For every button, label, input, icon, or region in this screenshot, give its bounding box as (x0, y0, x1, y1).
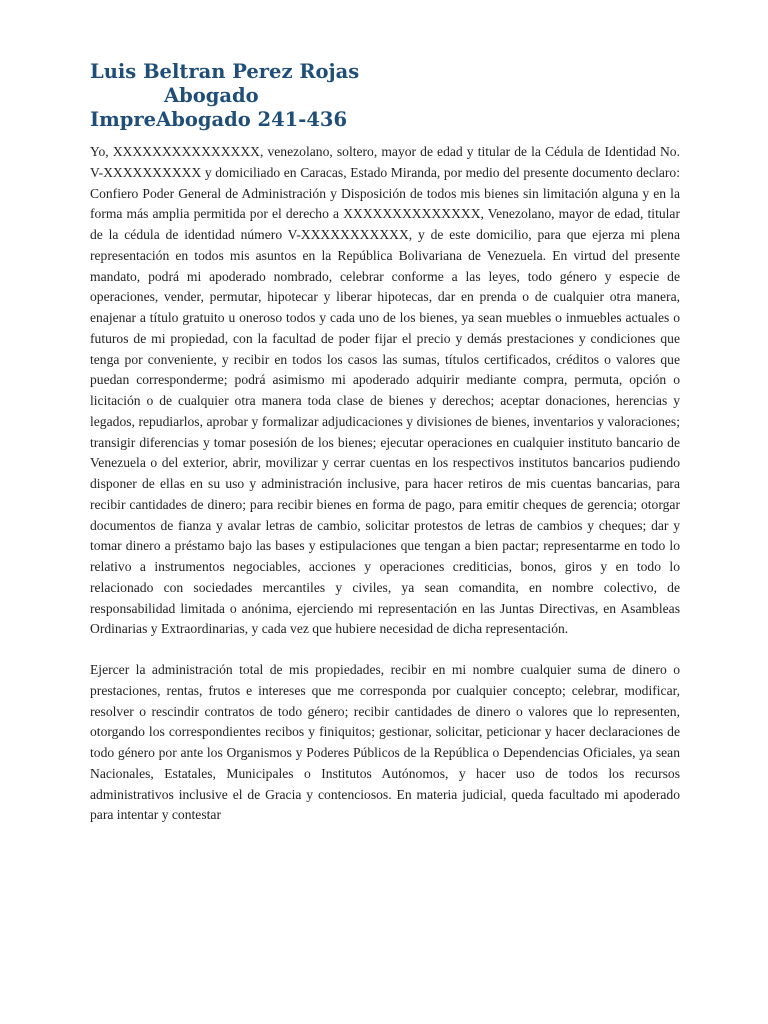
paragraph-power-of-attorney: Yo, XXXXXXXXXXXXXXX, venezolano, soltero, mayor de edad y titular de la Cédula de Identidad No. V-XXXXXXXXXX y domiciliado en Caracas, Estado Miranda, por medio del presente documento declaro: Confiero Poder General de Administración y Disposición de todos mis bienes sin limitación alguna y en la forma más amplia permitida por el derecho a XXXXXXXXXXXXXX, Venezolano, mayor de edad, titular de la cédula de identidad número V-XXXXXXXXXXX, y de este domicilio, para que ejerza mi plena representación en todos mis asuntos en la República Bolivariana de Venezuela. En virtud del presente mandato, podrá mi apoderado nombrado, celebrar conforme a las leyes, todo género y especie de operaciones, vender, permutar, hipotecar y liberar hipotecas, dar en prenda o de cualquier otra manera, enajenar a título gratuito u oneroso todos y cada uno de los bienes, ya sean muebles o inmuebles actuales o futuros de mi propiedad, con la facultad de poder fijar el precio y demás prestaciones y condiciones que tenga por conveniente, y recibir en todos los casos las sumas, títulos certificados, créditos o valores que puedan corresponderme; podrá asimismo mi apoderado adquirir mediante compra, permuta, opción o licitación o de cualquier otra manera toda clase de bienes y derechos; aceptar donaciones, herencias y legados, repudiarlos, aprobar y formalizar adjudicaciones y divisiones de bienes, inventarios y valoraciones; transigir diferencias y tomar posesión de los bienes; ejecutar operaciones en cualquier instituto bancario de Venezuela o del exterior, abrir, movilizar y cerrar cuentas en los respectivos institutos bancarios pudiendo disponer de ellas en su uso y administración inclusive, para hacer retiros de mis cuentas bancarias, para recibir cantidades de dinero; para recibir bienes en forma de pago, para emitir cheques de gerencia; otorgar documentos de fianza y avalar letras de cambio, solicitar protestos de letras de cambios y cheques; dar y tomar dinero a préstamo bajo las bases y estipulaciones que tengan a bien pactar; representarme en todo lo relativo a instrumentos negociables, acciones y operaciones crediticias, bonos, giros y en todo lo relacionado con sociedades mercantiles y civiles, ya sean comandita, en nombre colectivo, de responsabilidad limitada o anónima, ejerciendo mi representación en las Juntas Directivas, en Asambleas Ordinarias y Extraordinarias, y cada vez que hubiere necesidad de dicha representación. (90, 144, 680, 637)
paragraph-administration: Ejercer la administración total de mis propiedades, recibir en mi nombre cualquier suma de dinero o prestaciones, rentas, frutos e intereses que me corresponda por cualquier concepto; celebrar, modificar, resolver o rescindir contratos de todo género; recibir cantidades de dinero o valores que lo representen, otorgando los correspondientes recibos y finiquitos; gestionar, solicitar, peticionar y hacer declaraciones de todo género por ante los Organismos y Poderes Públicos de la República o Dependencias Oficiales, ya sean Nacionales, Estatales, Municipales o Institutos Autónomos, y hacer uso de todos los recursos administrativos inclusive el de Gracia y contenciosos. En materia judicial, queda facultado mi apoderado para intentar y contestar (90, 662, 680, 823)
lawyer-name: Luis Beltran Perez Rojas (90, 60, 360, 83)
impreabogado-number: ImpreAbogado 241-436 (90, 108, 348, 131)
lawyer-profession: Abogado (164, 84, 259, 107)
letterhead (90, 60, 690, 132)
document-body (90, 142, 680, 846)
